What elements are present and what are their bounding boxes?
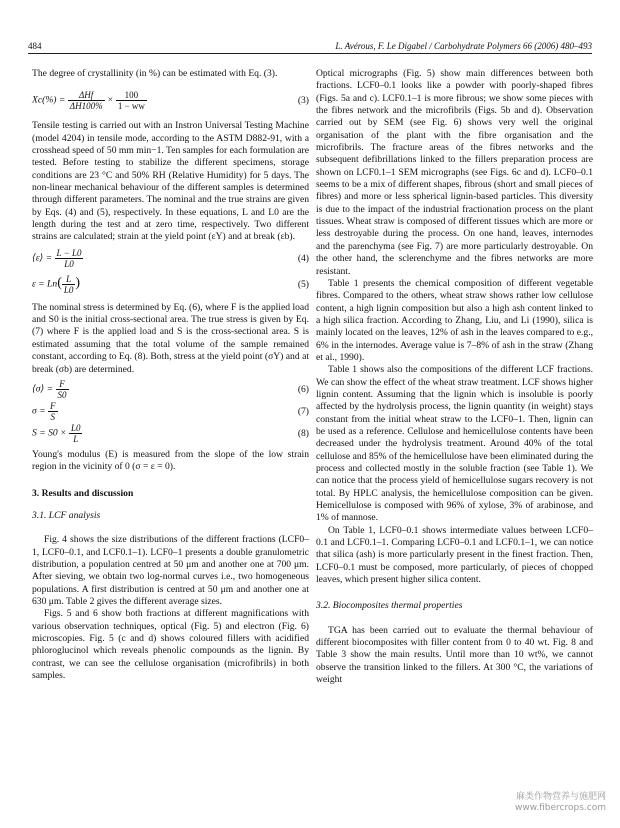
eq-number: (6) bbox=[297, 383, 309, 395]
equation-4 bbox=[32, 248, 309, 270]
eq-num: F bbox=[50, 400, 56, 411]
eq-fraction bbox=[68, 90, 105, 111]
page-header bbox=[28, 40, 592, 52]
eq-number: (7) bbox=[297, 405, 309, 417]
eq-number: (8) bbox=[297, 427, 309, 439]
eq-fraction bbox=[55, 248, 84, 269]
eq-fraction bbox=[116, 90, 147, 111]
paragraph: Table 1 presents the chemical composition of different vegetable fibres. Compared to the others, wheat straw shows rather low cellulose content, a high lignin composition but also a high ash content linked to a high silica fraction. According to Zhang, Liu, and Li (1990), silica is mainly located on the leaves, 12% of ash in the leaves compared to e.g., 6% in the internodes. Average value is 7–8% of ash in the straw (Zhang et al., 1990). bbox=[316, 277, 593, 363]
paragraph: Tensile testing is carried out with an Instron Universal Testing Machine (model 4204) in tensile mode, according to the ASTM D882-91, with a crosshead speed of 50 mm min−1. Ten samples for each formulation are tested. Before testing to stabilize the different specimens, storage conditions are 23 °C and 50% RH (Relative Humidity) for 5 days. The non-linear mechanical behaviour of the different samples is determined through different parameters. The nominal and the true strains are given by Eqs. (4) and (5), respectively. In these equations, L and L0 are the length during the test and at zero time, respectively. Two different strains are calculated; strain at the yield point (εY) and at break (εb). bbox=[32, 120, 309, 243]
header-rule bbox=[28, 53, 592, 54]
eq-fraction bbox=[56, 379, 69, 400]
equation-8 bbox=[32, 423, 309, 445]
eq-num: ΔHf bbox=[68, 90, 105, 101]
eq-fraction bbox=[69, 423, 83, 444]
eq-num: L bbox=[62, 274, 76, 285]
eq-lhs: Xc(%) = bbox=[32, 95, 66, 107]
paragraph: The degree of crystallinity (in %) can be estimated with Eq. (3). bbox=[32, 68, 278, 79]
page-number: 484 bbox=[28, 41, 42, 51]
paragraph: The nominal stress is determined by Eq. (6), where F is the applied load and S0 is the initial cross-sectional area. The true stress is given by Eq. (7) where F is the applied load and S is the cross-sectional area. S is estimated assuming that the total volume of the sample remained constant, according to Eq. (8). Both, stress at the yield point (σY) and at break (σb) are determined. bbox=[32, 301, 309, 375]
eq-den: L0 bbox=[63, 284, 74, 295]
eq-lhs: ⟨σ⟩ = bbox=[32, 383, 54, 395]
eq-num: L0 bbox=[70, 422, 81, 433]
eq-number: (5) bbox=[297, 278, 309, 290]
paragraph: Fig. 4 shows the size distributions of the different fractions (LCF0–1, LCF0–0.1, and LCF0.1–1). LCF0–1 presents a double granulometric distribution, a population centred at 50 μm and another one at 700 μm. After sieving, we obtain two log-normal curves i.e., two homogeneous populations. A first distribution is centred at 50 μm and another one at 630 μm. Table 2 gives the different average sizes. bbox=[32, 534, 309, 607]
paragraph: Table 1 shows also the compositions of the different LCF fractions. We can show the effect of the wheat straw treatment. LCF shows higher lignin content. Assuming that the lignin which is insoluble is poorly affected by the hydrolysis process, the lignin quantity (in weight) stays constant from the initial wheat straw to the LCF0–1. Then, lignin can be used as a reference. Cellulose and hemicellulose contents have been decreased under the hydrolysis treatment. Around 40% of the total cellulose and 85% of the hemicellulose have been eliminated during the process and collected mostly in the soluble fraction (see Table 1). We can notice that the process yield of hemicellulose sugars recovery is not total. By HPLC analysis, the hemicellulose composition can be given. Hemicellulose is composed with 96% of xylose, 3% of arabinose, and 1% of mannose. bbox=[316, 364, 593, 524]
equation-3: Xc(%) = $\frac{\text{ΔHf}}{\Delta H100\%}$ × $\frac{100}{1 - ww}$ (3) bbox=[32, 90, 309, 112]
eq-den: 1 − ww bbox=[117, 101, 145, 112]
paragraph: Optical micrographs (Fig. 5) show main differences between both fractions. LCF0–0.1 looks like a powder with poorly-shaped fibres (Figs. 5a and c). LCF0.1–1 is more fibrous; we show some pieces with the fibres network and the microfibrils (Figs. 5b and d). Observation carried out by SEM (see Fig. 6) shows very well the original organisation of the plant with the fibre organisation and the microfibrils. The fracture areas of the fibres networks and the subsequent defibrillations linked to the fillers preparation process are shown on LCF0.1–1 SEM micrographs (see Figs. 6c and d). LCF0–0.1 seems to be a mix of different shapes, fibrous (short and small pieces of fibres) and more or less spherical lignin-based particles. This diversity is due to the impact of the industrial fractionation process on the plant tissues. Wheat straw is composed of different tissues which are more or less destroyable during the process. On one hand, leaves, internodes and the parenchyma (see Fig. 7) are more particularly destroyable. On the other hand, the sclerenchyme and the fibres networks are more resistant. bbox=[316, 68, 593, 277]
watermark bbox=[515, 792, 606, 814]
eq-lhs: ε = Ln bbox=[32, 278, 58, 290]
eq-num: F bbox=[56, 379, 69, 390]
paragraph: TGA has been carried out to evaluate the thermal behaviour of different biocomposites with filler content from 0 to 40 wt. Fig. 8 and Table 3 show the main results. Until more than 10 wt%, we cannot observe the transition linked to the fillers. At 300 °C, the variations of weight bbox=[316, 624, 593, 686]
eq-den: S bbox=[50, 411, 56, 422]
equation-6 bbox=[32, 379, 309, 401]
eq-fraction bbox=[62, 274, 76, 295]
eq-den: L bbox=[73, 433, 79, 444]
eq-num: L − L0 bbox=[56, 247, 82, 258]
equation-5: ε = Ln( $\frac{L}{L0}$ ) (5) bbox=[32, 273, 309, 295]
paragraph: On Table 1, LCF0–0.1 shows intermediate values between LCF0–0.1 and LCF0.1–1. Comparing LCF0–0.1 and LCF0.1–1, we can notice that silica (ash) is more particularly present in the finest fraction. Then, LCF0–0.1 must be composed, more particularly, of pieces of chopped leaves, which present higher silica content. bbox=[316, 524, 593, 586]
section-heading: 3. Results and discussion bbox=[32, 487, 134, 499]
eq-num: 100 bbox=[116, 90, 147, 101]
eq-lhs: S = S0 × bbox=[32, 427, 67, 439]
eq-lhs: ⟨ε⟩ = bbox=[32, 252, 53, 264]
eq-lhs: σ = bbox=[32, 405, 46, 417]
right-column bbox=[316, 68, 593, 687]
equation-7 bbox=[32, 401, 309, 423]
eq-fraction bbox=[48, 401, 58, 422]
subsection-heading: 3.2. Biocomposites thermal properties bbox=[316, 600, 463, 612]
watermark-line: www.fibercrops.com bbox=[515, 803, 606, 813]
eq-number: (3) bbox=[297, 95, 309, 107]
running-head: L. Avérous, F. Le Digabel / Carbohydrate Polymers 66 (2006) 480–493 bbox=[335, 41, 592, 51]
eq-den: L0 bbox=[64, 258, 74, 269]
paragraph: Young's modulus (E) is measured from the slope of the low strain region in the vicinity of 0 (σ = ε = 0). bbox=[32, 448, 309, 473]
eq-number: (4) bbox=[297, 252, 309, 264]
left-column bbox=[32, 68, 309, 682]
subsection-heading: 3.1. LCF analysis bbox=[32, 509, 101, 521]
eq-den: ΔH100% bbox=[69, 101, 103, 112]
paragraph: Figs. 5 and 6 show both fractions at different magnifications with various observation techniques, optical (Fig. 5) and electron (Fig. 6) microscopies. Fig. 5 (c and d) shows coloured fillers with acidified phloroglucinol which reveals phenolic compounds as the lignin. By contrast, we can see the cellulose organisation (microfibrils) in both samples. bbox=[32, 608, 309, 681]
eq-den: S0 bbox=[57, 389, 67, 400]
watermark-line: 麻类作物营养与施肥网 bbox=[515, 792, 606, 802]
